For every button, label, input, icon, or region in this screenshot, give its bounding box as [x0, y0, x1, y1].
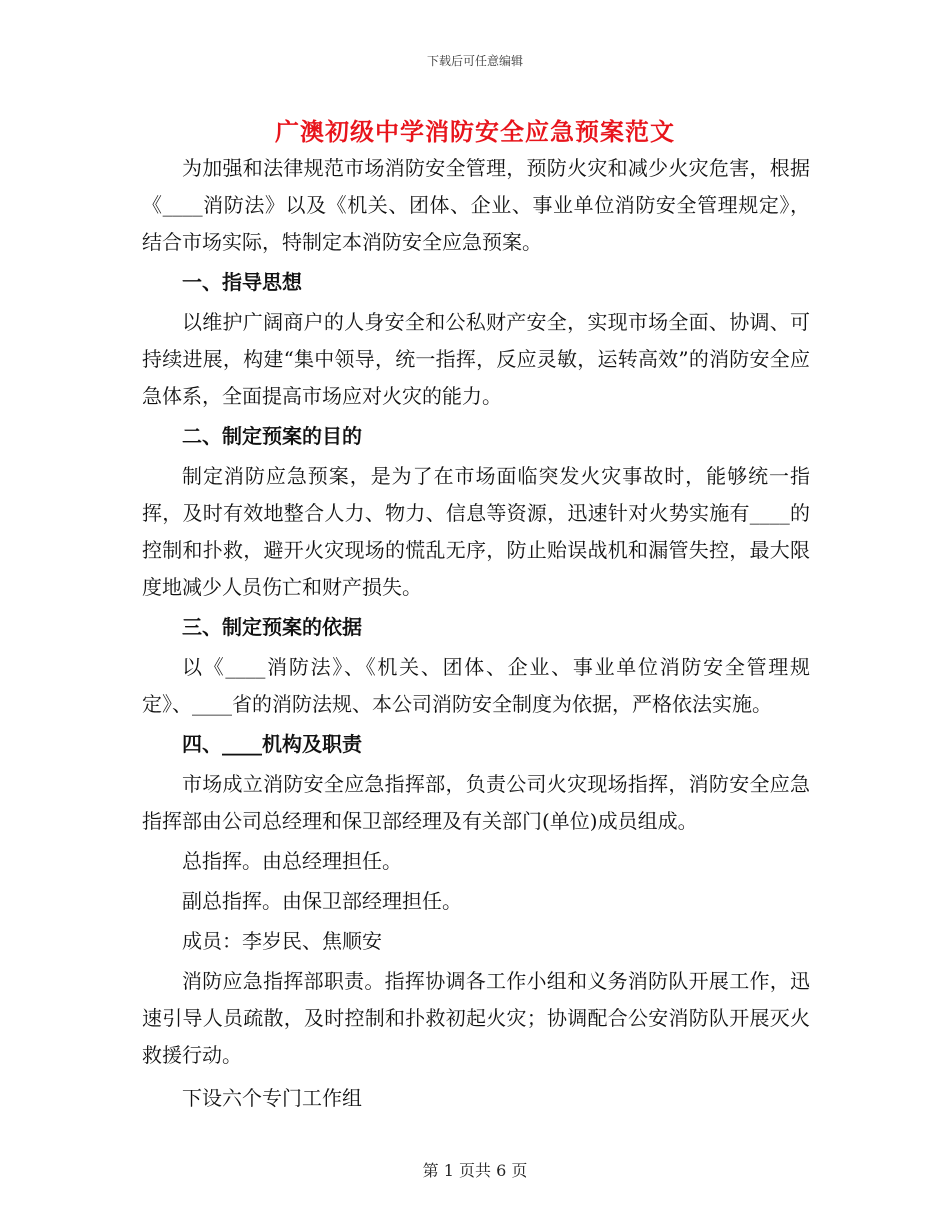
paragraph-purpose: 制定消防应急预案，是为了在市场面临突发火灾事故时，能够统一指挥，及时有效地整合人力、物力、信息等资源，迅速针对火势实施有____的控制和扑救，避开火灾现场的慌乱无序，防止贻误战机和漏管失控，最大限度地减少人员伤亡和财产损失。: [142, 464, 810, 599]
paragraph-commander: 总指挥。由总经理担任。: [182, 849, 402, 873]
document-body: [142, 150, 810, 1117]
section-heading-basis: 三、制定预案的依据: [182, 615, 362, 639]
intro-paragraph: 为加强和法律规范市场消防安全管理，预防火灾和减少火灾危害，根据《____消防法》以及《机关、团体、企业、事业单位消防安全管理规定》，结合市场实际，特制定本消防安全应急预案。: [142, 156, 810, 254]
paragraph-organization: 市场成立消防安全应急指挥部，负责公司火灾现场指挥，消防安全应急指挥部由公司总经理和保卫部经理及有关部门(单位)成员组成。: [142, 772, 810, 833]
paragraph-deputy-commander: 副总指挥。由保卫部经理担任。: [182, 889, 462, 913]
paragraph-basis: 以《____消防法》、《机关、团体、企业、事业单位消防安全管理规定》、____省的消防法规、本公司消防安全制度为依据，严格依法实施。: [142, 655, 810, 716]
page-number: 第 1 页共 6 页: [422, 1161, 528, 1180]
page-header-note: 下载后可任意编辑: [426, 54, 523, 68]
paragraph-members: 成员：李岁民、焦顺安: [182, 929, 382, 953]
document-title: 广澳初级中学消防安全应急预案范文: [275, 117, 675, 146]
section-heading-purpose: 二、制定预案的目的: [182, 424, 362, 448]
paragraph-duties: 消防应急指挥部职责。指挥协调各工作小组和义务消防队开展工作，迅速引导人员疏散，及时控制和扑救初起火灾；协调配合公安消防队开展灭火救援行动。: [142, 969, 810, 1067]
paragraph-working-groups: 下设六个专门工作组: [182, 1086, 362, 1110]
section-heading-organization: 四、____机构及职责: [182, 732, 362, 756]
section-heading-guiding-ideology: 一、指导思想: [182, 270, 302, 294]
paragraph-guiding-ideology: 以维护广阔商户的人身安全和公私财产安全，实现市场全面、协调、可持续进展，构建“集中领导，统一指挥，反应灵敏，运转高效”的消防安全应急体系，全面提高市场应对火灾的能力。: [142, 310, 810, 408]
